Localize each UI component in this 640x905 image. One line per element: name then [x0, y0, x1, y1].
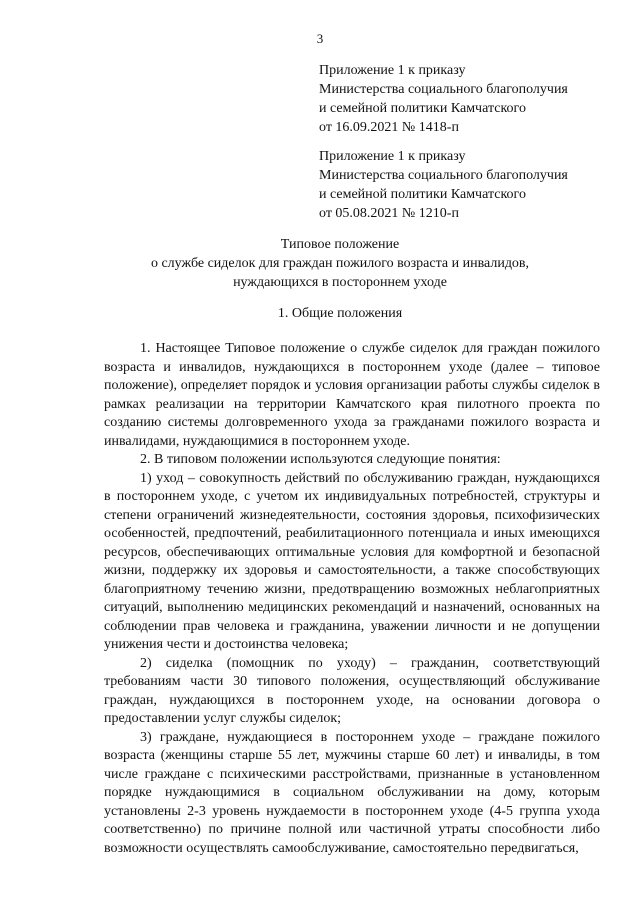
paragraph: 2. В типовом положении используются следующие понятия: — [140, 452, 501, 467]
appendix-line: от 16.09.2021 № 1418-п — [319, 120, 459, 135]
paragraph: 1. Настоящее Типовое положение о службе сиделок для граждан пожилого возраста и инвалидов, нуждающихся в постороннем уходе (далее – типовое положение), определяет порядок и условия организации работы службы сиделок в рамках реализации на территории Камчатского края пилотного проекта по созданию системы долговременного ухода за гражданами пожилого возраста и инвалидами, нуждающимися в постороннем уходе. — [104, 341, 600, 449]
document-title — [80, 235, 600, 292]
appendix-line: Министерства социального благополучия — [319, 82, 568, 97]
appendix-note-1 — [319, 61, 568, 137]
appendix-line: Приложение 1 к приказу — [319, 63, 466, 78]
appendix-line: и семейной политики Камчатского — [319, 187, 526, 202]
appendix-note-2 — [319, 147, 568, 223]
paragraph: 2) сиделка (помощник по уходу) – гражданин, соответствующий требованиям части 30 типового положения, осуществляющий обслуживание граждан, нуждающихся в постороннем уходе, на основании договора о предоставлении услуг службы сиделок; — [104, 655, 600, 726]
title-line: о службе сиделок для граждан пожилого возраста и инвалидов, — [150, 256, 530, 271]
section-heading: 1. Общие положения — [277, 306, 403, 321]
appendix-line: от 05.08.2021 № 1210-п — [319, 206, 459, 221]
title-line: Типовое положение — [280, 237, 400, 252]
appendix-line: и семейной политики Камчатского — [319, 101, 526, 116]
document-body — [104, 340, 600, 858]
paragraph: 1) уход – совокупность действий по обслуживанию граждан, нуждающихся в постороннем уходе, с учетом их индивидуальных потребностей, структуры и степени ограничений жизнедеятельности, состояния здоровья, психофизических особенностей, предпочтений, реабилитационного потенциала и иных имеющихся ресурсов, обеспечивающих оптимальные условия для комфортной и безопасной жизни, поддержку их здоровья и самостоятельности, а также способствующих благоприятному течению жизни, предотвращению возможных неблагоприятных ситуаций, выполнению медицинских рекомендаций и назначений, основанных на соблюдении прав человека и гражданина, уважении личности и не допущении унижения чести и достоинства человека; — [104, 470, 600, 652]
appendix-line: Министерства социального благополучия — [319, 168, 568, 183]
page-number: 3 — [316, 31, 324, 46]
paragraph: 3) граждане, нуждающиеся в постороннем уходе – граждане пожилого возраста (женщины старше 55 лет, мужчины старше 60 лет) и инвалиды, в том числе граждане с психическими расстройствами, признанные в установленном порядке нуждающимися в социальном обслуживании на дому, которым установлены 2-3 уровень нуждаемости в постороннем уходе (4-5 группа ухода соответственно) по причине полной или частичной утраты способности либо возможности осуществлять самообслуживание, самостоятельно передвигаться, — [104, 729, 600, 856]
appendix-line: Приложение 1 к приказу — [319, 149, 466, 164]
title-line: нуждающихся в постороннем уходе — [233, 275, 447, 290]
